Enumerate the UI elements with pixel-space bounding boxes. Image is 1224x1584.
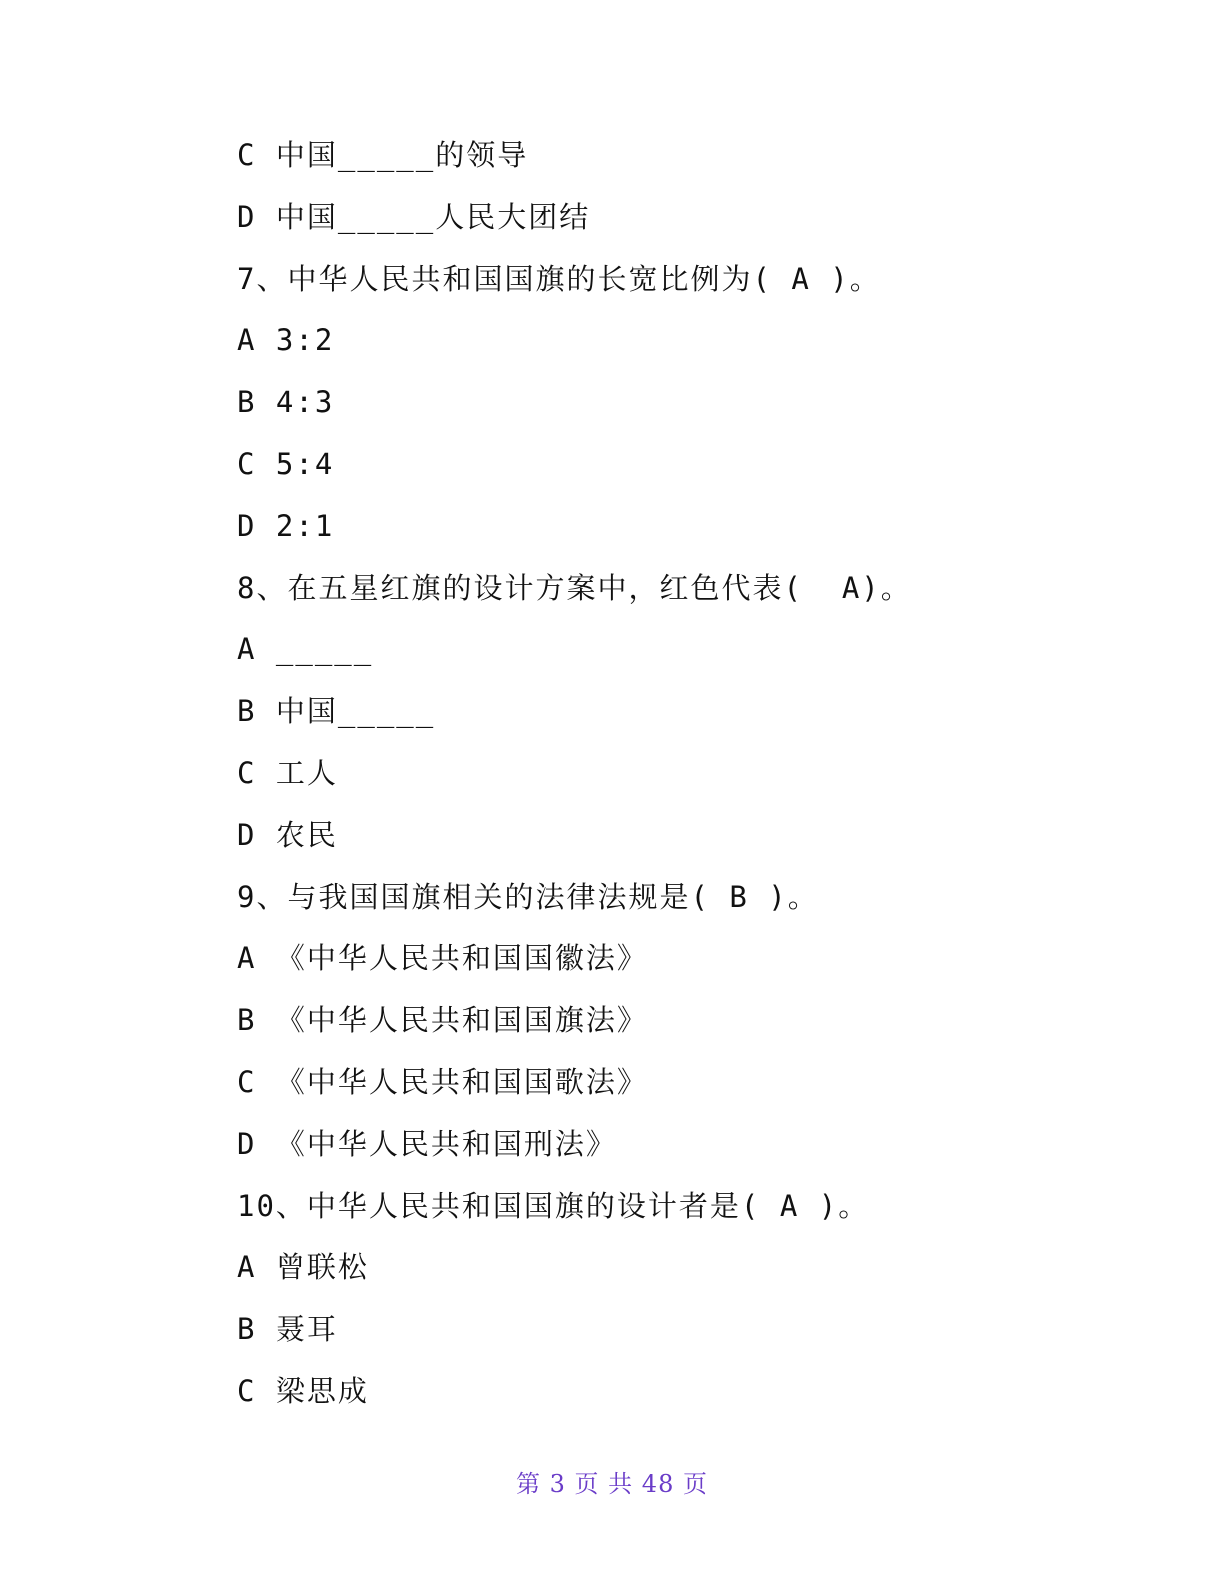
q10-option-a: A 曾联松 [237,1250,369,1285]
option-c-leadership: C 中国_____的领导 [237,138,529,172]
q8-option-b: B 中国_____ [237,694,436,729]
q9-option-a: A 《中华人民共和国国徽法》 [237,941,648,976]
quiz-content [237,133,1117,1431]
q8-option-c: C 工人 [237,755,338,790]
question-8: 8、在五星红旗的设计方案中，红色代表( A)。 [237,570,912,605]
question-7: 7、中华人民共和国国旗的长宽比例为( A )。 [237,261,881,296]
q8-option-a: A _____ [237,632,374,667]
q7-option-b: B 4:3 [237,385,335,420]
q7-option-c: C 5:4 [237,446,335,481]
q7-option-a: A 3:2 [237,323,335,358]
question-9: 9、与我国国旗相关的法律法规是( B )。 [237,879,819,914]
q9-option-c: C 《中华人民共和国国歌法》 [237,1064,648,1099]
question-10: 10、中华人民共和国国旗的设计者是( A )。 [237,1188,870,1223]
page-number-footer: 第 3 页 共 48 页 [516,1470,708,1498]
q9-option-b: B 《中华人民共和国国旗法》 [237,1003,648,1038]
option-d-unity: D 中国_____人民大团结 [237,199,591,234]
q8-option-d: D 农民 [237,817,338,852]
q9-option-d: D 《中华人民共和国刑法》 [237,1126,617,1161]
q10-option-c: C 梁思成 [237,1373,369,1408]
q10-option-b: B 聂耳 [237,1312,338,1347]
q7-option-d: D 2:1 [237,508,335,543]
